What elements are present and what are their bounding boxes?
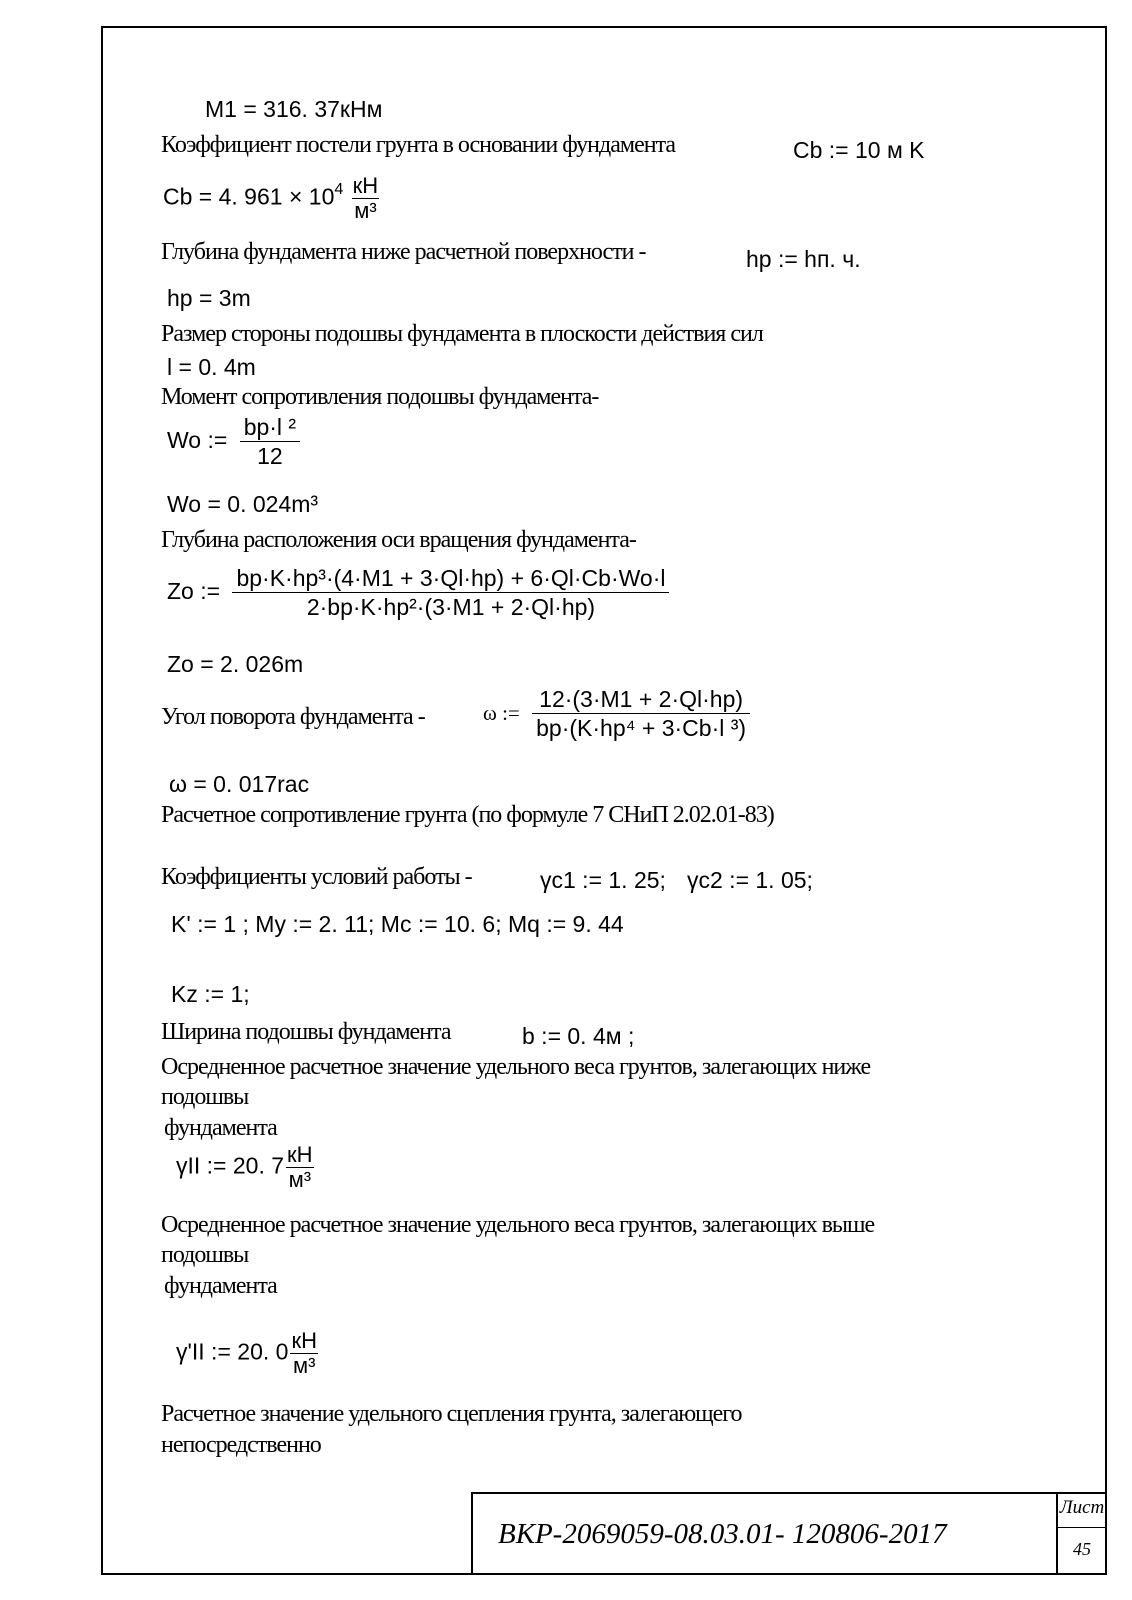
wo-lhs: Wo := [167, 427, 228, 454]
gamma-ii-unit-num: кH [287, 1142, 313, 1167]
zo-formula [167, 567, 669, 619]
m1-value: M1 = 316. 37кHм [205, 96, 383, 122]
moment-label: Момент сопротивления подошвы фундамента- [161, 384, 599, 410]
coef-label: Коэффициенты условий работы - [161, 864, 472, 890]
zo-numerator: bp·K·hp³·(4·M1 + 3·Ql·hp) + 6·Ql·Cb·Wo·l [232, 567, 669, 593]
omega-denominator: bp·(K·hp⁴ + 3·Cb·l ³) [536, 715, 747, 741]
l-value: l = 0. 4m [167, 354, 256, 380]
gamma-prime-ii-unit-den: м³ [292, 1353, 316, 1378]
gamma-ii [176, 1144, 314, 1191]
sheet-number: 45 [1073, 1539, 1091, 1559]
cohesion-line2: непосредственно [161, 1432, 321, 1458]
side-label: Размер стороны подошвы фундамента в плоскости действия сил [161, 321, 763, 347]
cb-value [163, 175, 379, 222]
cb-definition: Cb := 10 м K [793, 137, 925, 163]
omega-lhs: ω := [483, 701, 520, 726]
b-definition: b := 0. 4м ; [522, 1023, 635, 1049]
wo-fraction [240, 416, 300, 468]
axis-label: Глубина расположения оси вращения фундамента- [161, 527, 636, 553]
avg-above-line3: фундамента [164, 1273, 277, 1299]
wo-value: Wo = 0. 024m³ [167, 491, 319, 517]
resist-label: Расчетное сопротивление грунта (по формуле 7 СНиП 2.02.01-83) [161, 802, 774, 828]
angle-label: Угол поворота фундамента - [161, 704, 425, 730]
zo-fraction [232, 567, 669, 619]
omega-fraction [532, 688, 750, 740]
k-coefficients: K' := 1 ; My := 2. 11; Mc := 10. 6; Mq := 9. 44 [171, 911, 624, 937]
gamma-prime-ii [176, 1330, 318, 1377]
gamma-c1: γc1 := 1. 25; [540, 867, 666, 893]
avg-below-line2: подошвы [161, 1084, 249, 1110]
cb-value-mantissa: Cb = 4. 961 × 10 [163, 183, 335, 210]
avg-above-line2: подошвы [161, 1242, 249, 1268]
gamma-prime-ii-lhs: γ'II := 20. 0 [176, 1338, 289, 1365]
wo-formula [167, 416, 300, 468]
sheet-divider [1056, 1527, 1107, 1528]
document-code: ВКР-2069059-08.03.01- 120806-2017 [498, 1518, 947, 1550]
hp-definition: hp := hп. ч. [746, 246, 861, 272]
width-label: Ширина подошвы фундамента [161, 1019, 451, 1045]
cb-value-unit [352, 175, 380, 222]
zo-denominator: 2·bp·K·hp²·(3·M1 + 2·Ql·hp) [306, 594, 596, 620]
cb-unit-den: м³ [354, 198, 377, 223]
avg-below-line1: Осредненное расчетное значение удельного веса грунтов, залегающих ниже [161, 1054, 871, 1080]
gamma-ii-lhs: γII := 20. 7 [176, 1152, 285, 1179]
cohesion-line1: Расчетное значение удельного сцепления грунта, залегающего [161, 1401, 742, 1427]
gamma-ii-unit [286, 1144, 314, 1191]
zo-value: Zo = 2. 026m [167, 651, 304, 677]
wo-numerator: bp·l ² [240, 416, 300, 442]
depth-label: Глубина фундамента ниже расчетной поверхности - [161, 239, 646, 265]
gamma-prime-ii-unit [290, 1330, 318, 1377]
cb-unit-num: кH [352, 173, 379, 198]
hp-value: hp = 3m [167, 285, 251, 311]
avg-below-line3: фундамента [164, 1115, 277, 1141]
gamma-prime-ii-unit-num: кH [291, 1328, 317, 1353]
gamma-ii-unit-den: м³ [288, 1167, 312, 1192]
omega-value: ω = 0. 017rac [169, 771, 310, 797]
omega-formula [483, 688, 750, 740]
omega-numerator: 12·(3·M1 + 2·Ql·hp) [532, 688, 750, 714]
zo-lhs: Zo := [167, 578, 221, 605]
avg-above-line1: Осредненное расчетное значение удельного веса грунтов, залегающих выше [161, 1212, 875, 1238]
bed-coef-label: Коэффициент постели грунта в основании фундамента [161, 132, 676, 158]
gamma-c2: γc2 := 1. 05; [687, 867, 813, 893]
wo-denominator: 12 [257, 443, 283, 469]
sheet-label: Лист [1059, 1497, 1105, 1518]
cb-value-exponent: 4 [334, 180, 344, 198]
kz-value: Kz := 1; [171, 981, 250, 1007]
